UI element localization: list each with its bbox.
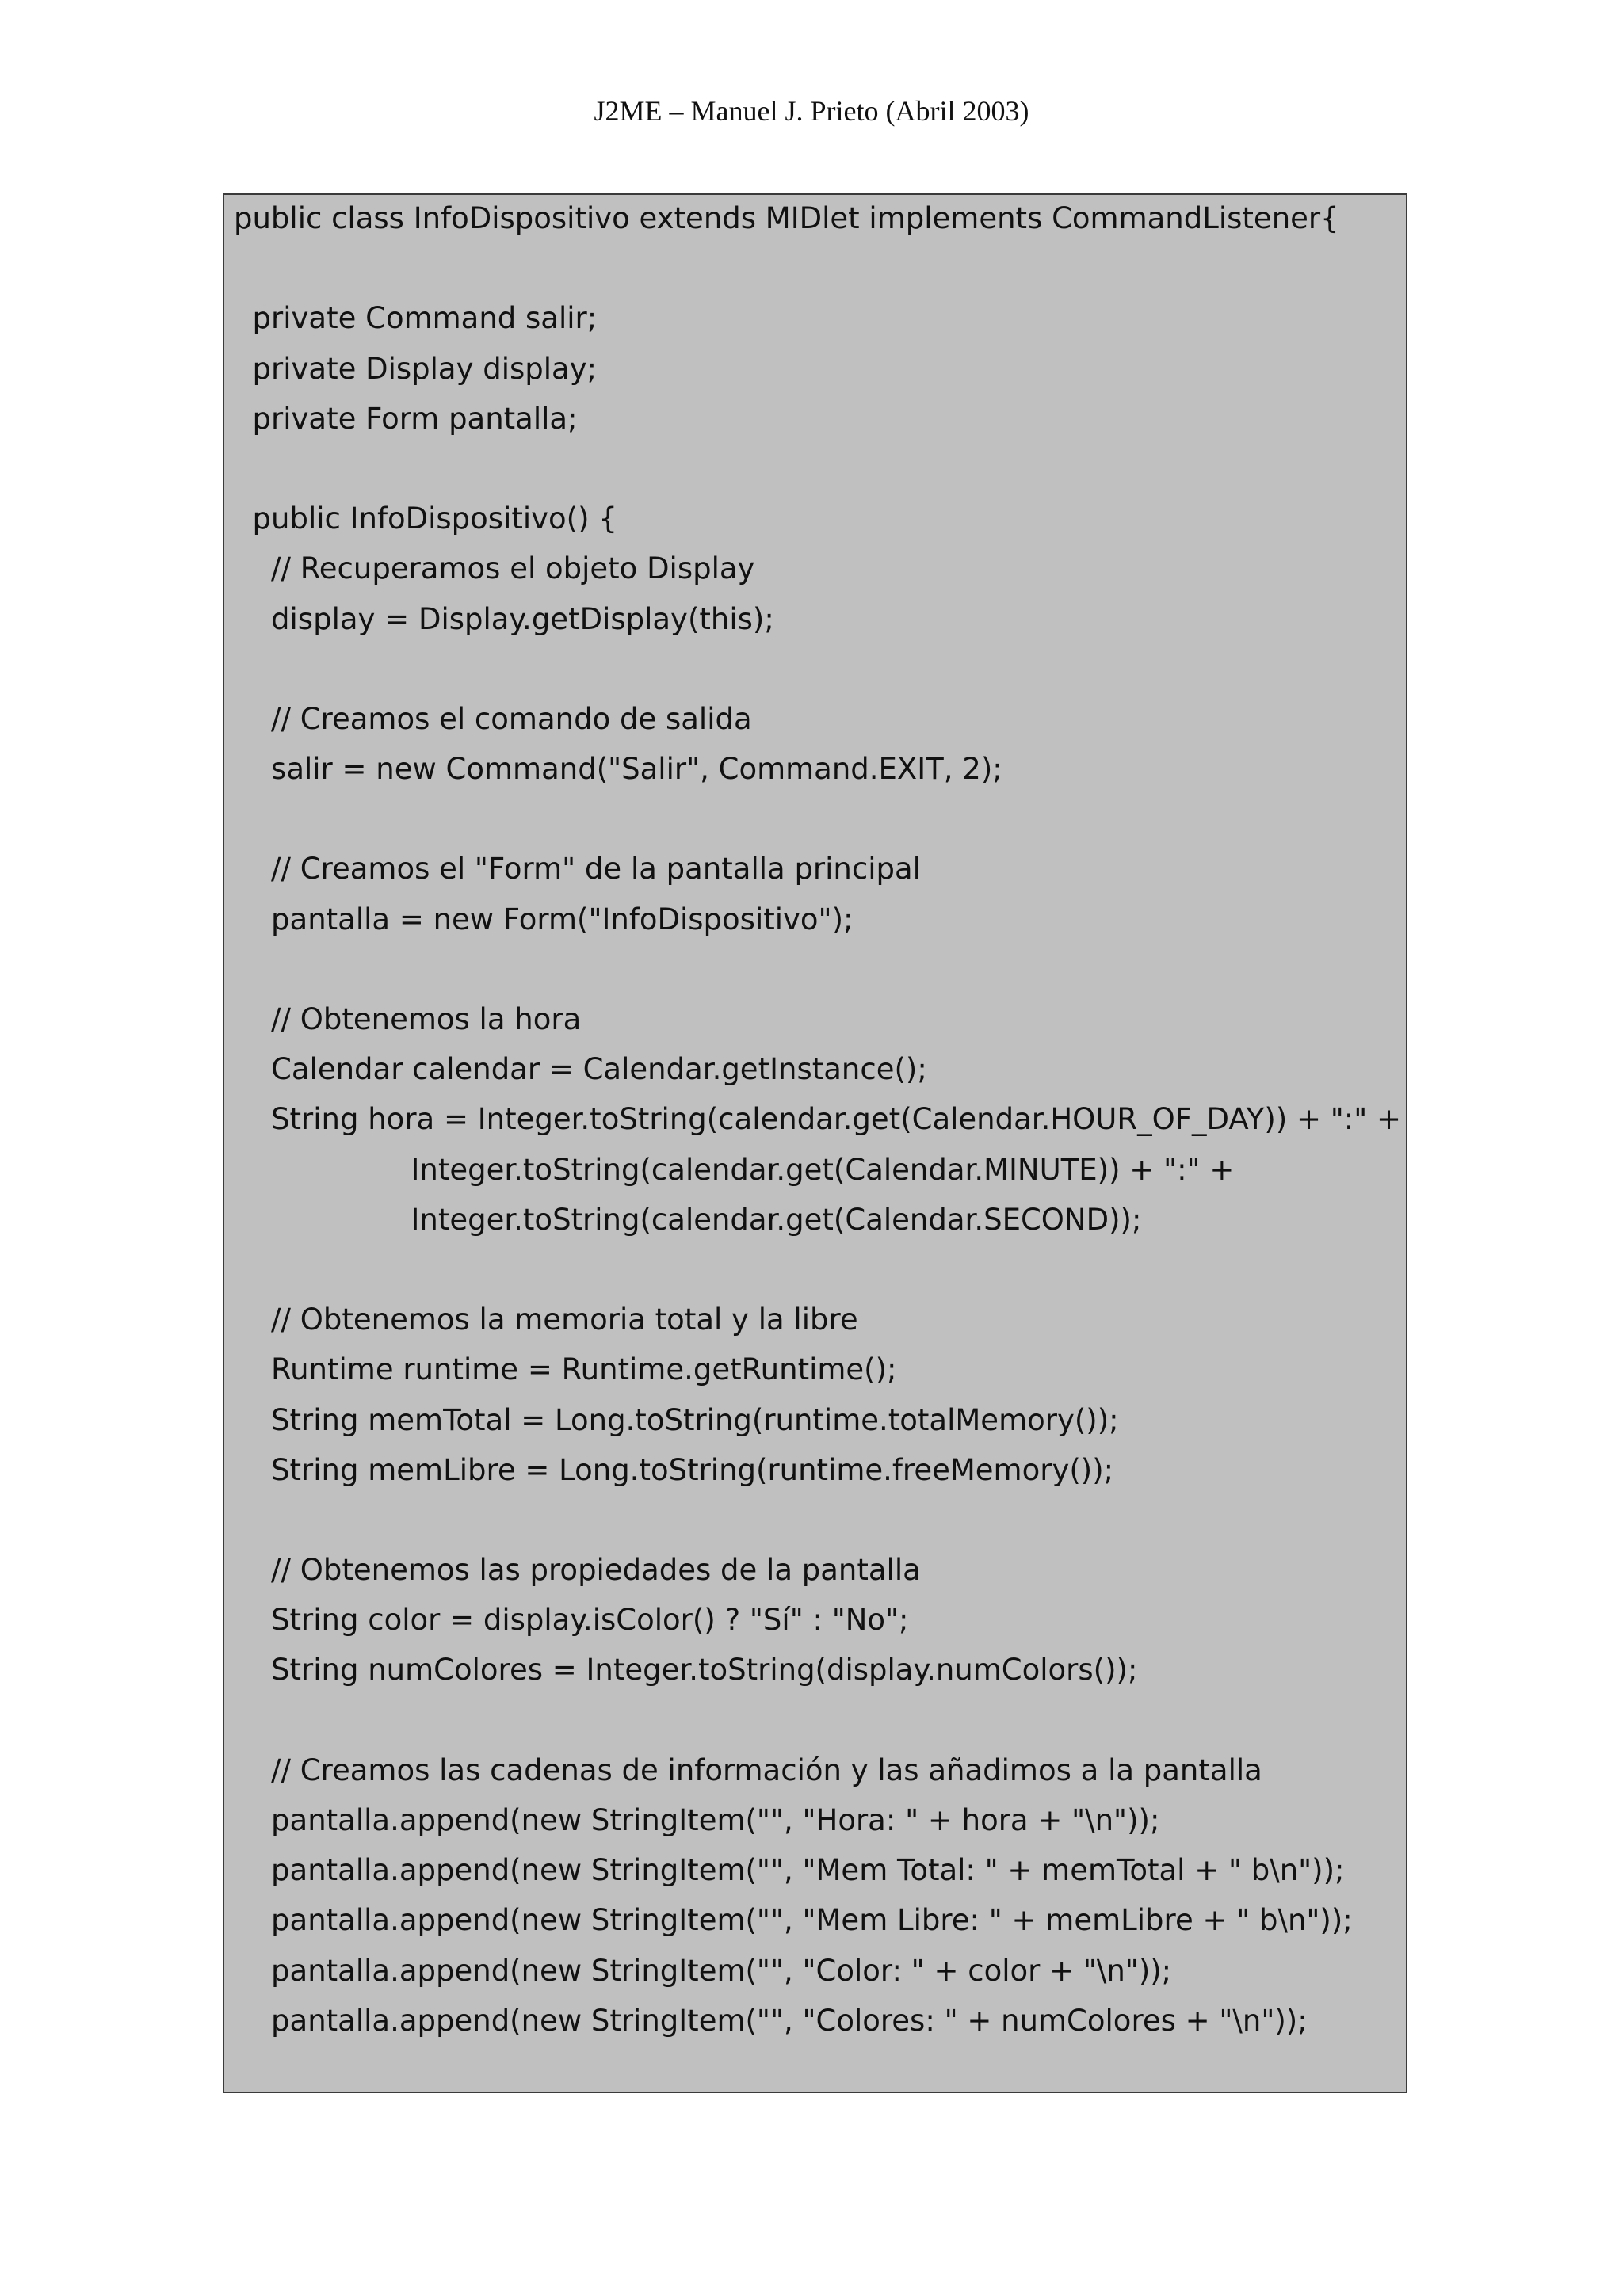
- code-line: pantalla.append(new StringItem("", "Colores: " + numColores + "\n"));: [234, 2003, 1308, 2038]
- code-line: [224, 649, 1406, 699]
- code-line: [224, 1249, 1406, 1299]
- code-line: salir = new Command("Salir", Command.EXIT, 2);: [234, 752, 1002, 787]
- code-line: String numColores = Integer.toString(display.numColors());: [234, 1653, 1138, 1688]
- code-line: public InfoDispositivo() {: [234, 502, 617, 536]
- code-line: private Form pantalla;: [234, 401, 578, 436]
- code-line: // Obtenemos la hora: [234, 1002, 582, 1036]
- code-line: private Display display;: [234, 351, 598, 386]
- code-line: pantalla.append(new StringItem("", "Hora: " + hora + "\n"));: [234, 1803, 1160, 1837]
- code-line: pantalla.append(new StringItem("", "Mem Total: " + memTotal + " b\n"));: [234, 1853, 1345, 1888]
- code-line: pantalla.append(new StringItem("", "Color: " + color + "\n"));: [234, 1953, 1172, 1988]
- code-line: String memLibre = Long.toString(runtime.freeMemory());: [234, 1452, 1114, 1487]
- code-listing: [223, 193, 1407, 2093]
- code-line: private Command salir;: [234, 301, 598, 336]
- code-line: String memTotal = Long.toString(runtime.totalMemory());: [234, 1402, 1119, 1437]
- code-line: // Creamos las cadenas de información y las añadimos a la pantalla: [234, 1753, 1262, 1787]
- code-line: String hora = Integer.toString(calendar.get(Calendar.HOUR_OF_DAY)) + ":" +: [234, 1102, 1402, 1137]
- running-header: J2ME – Manuel J. Prieto (Abril 2003): [594, 95, 1029, 127]
- code-line: display = Display.getDisplay(this);: [234, 601, 774, 636]
- code-line: [224, 799, 1406, 849]
- code-line: // Recuperamos el objeto Display: [234, 551, 755, 586]
- code-line: Calendar calendar = Calendar.getInstance();: [234, 1052, 927, 1087]
- code-line: Integer.toString(calendar.get(Calendar.SECOND));: [234, 1202, 1142, 1237]
- code-line: [224, 1700, 1406, 1750]
- code-line: // Creamos el comando de salida: [234, 701, 752, 736]
- code-line: // Obtenemos la memoria total y la libre: [234, 1302, 858, 1337]
- code-line: // Obtenemos las propiedades de la pantalla: [234, 1553, 921, 1588]
- code-line: public class InfoDispositivo extends MIDlet implements CommandListener{: [234, 201, 1339, 235]
- code-line: [224, 1500, 1406, 1550]
- code-line: [224, 448, 1406, 498]
- code-line: Runtime runtime = Runtime.getRuntime();: [234, 1352, 897, 1387]
- code-line: Integer.toString(calendar.get(Calendar.MINUTE)) + ":" +: [234, 1152, 1235, 1187]
- code-line: [224, 248, 1406, 298]
- code-line: // Creamos el "Form" de la pantalla principal: [234, 852, 921, 887]
- code-line: pantalla = new Form("InfoDispositivo");: [234, 902, 854, 936]
- code-line: String color = display.isColor() ? "Sí" : "No";: [234, 1603, 909, 1638]
- code-line: [224, 949, 1406, 999]
- code-line: pantalla.append(new StringItem("", "Mem Libre: " + memLibre + " b\n"));: [234, 1903, 1353, 1938]
